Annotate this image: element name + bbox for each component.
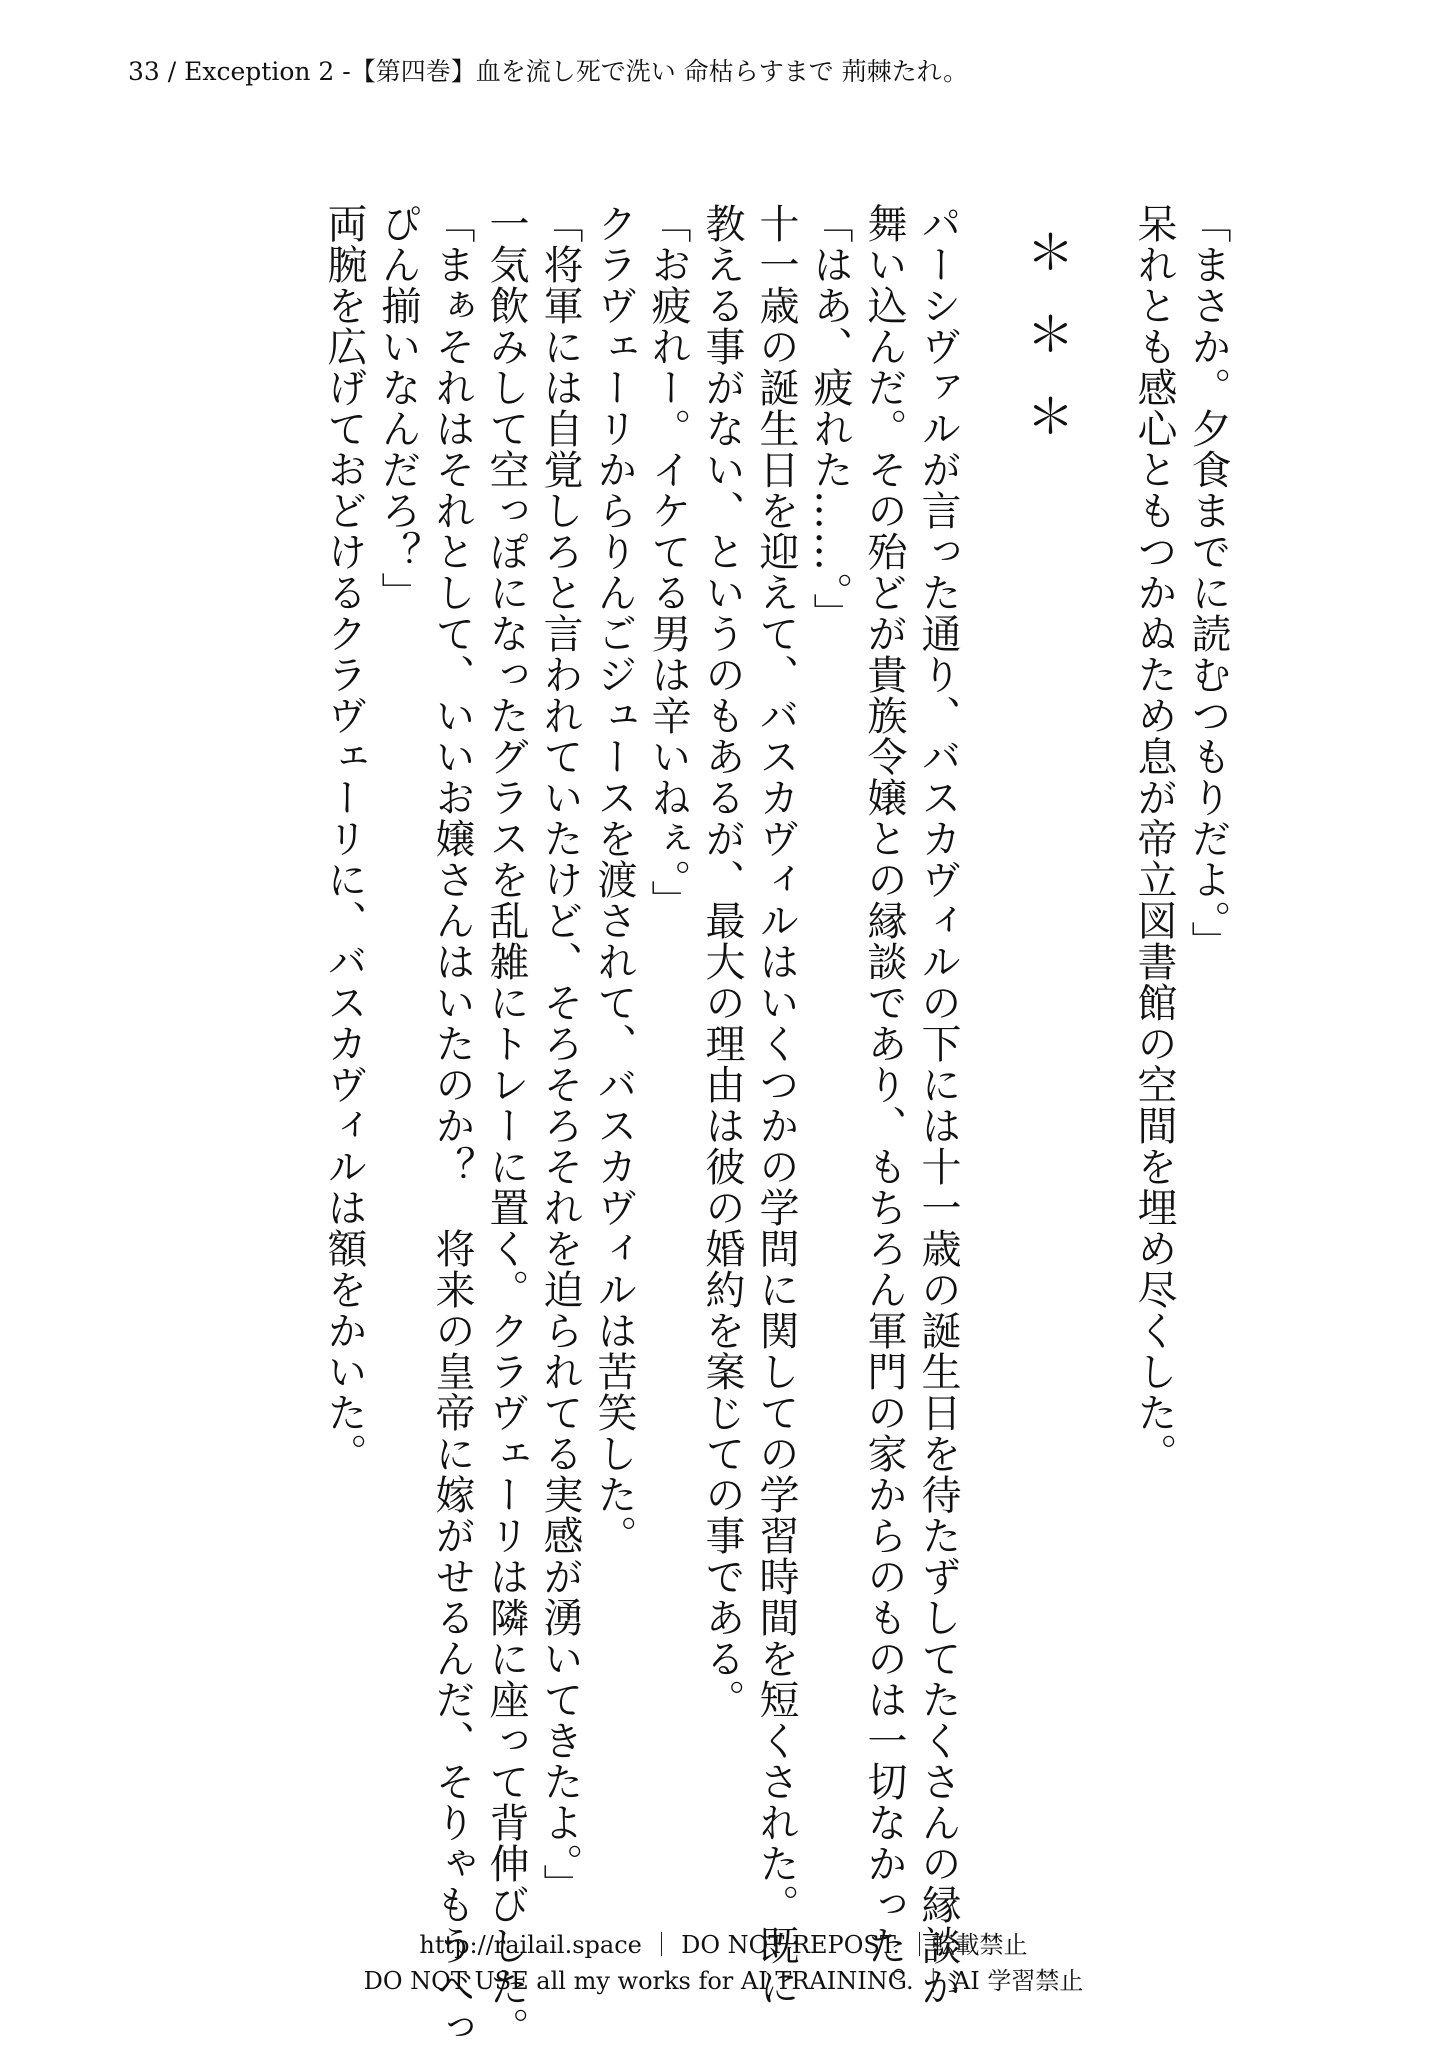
text-line: 一気飲みして空っぽになったグラスを乱雑にトレーに置く。クラヴェーリは隣に座って背伸びした。 xyxy=(483,203,529,2048)
text-line: クラヴェーリからりんごジュースを渡されて、バスカヴィルは苦笑した。 xyxy=(591,203,637,1556)
text-line: 「はあ、疲れた……。」 xyxy=(807,203,853,634)
text-line: 舞い込んだ。その殆どが貴族令嬢との縁談であり、もちろん軍門の家からのものは一切なかった。 xyxy=(861,203,907,2007)
text-line: パーシヴァルが言った通り、バスカヴィルの下には十一歳の誕生日を待たずしてたくさんの縁談が xyxy=(915,203,961,2007)
page-header: 33 / Exception 2 -【第四巻】血を流し死で洗い 命枯らすまで 荊棘たれ。 xyxy=(128,57,969,86)
text-line: 「まさか。夕食までに読むつもりだよ。」 xyxy=(1185,203,1231,962)
text-line: 十一歳の誕生日を迎えて、バスカヴィルはいくつかの学問に関しての学習時間を短くされた。既に xyxy=(753,203,799,2007)
text-line: 呆れとも感心ともつかぬため息が帝立図書館の空間を埋め尽くした。 xyxy=(1131,203,1177,1474)
scene-break: ＊＊＊ xyxy=(1018,227,1074,473)
text-line: 両腕を広げておどけるクラヴェーリに、バスカヴィルは額をかいた。 xyxy=(321,203,367,1474)
blank-line xyxy=(965,203,1019,1843)
text-line: 「まぁそれはそれとして、いいお嬢さんはいたのか？ 将来の皇帝に嫁がせるんだ、そりゃもうべっ xyxy=(429,203,475,2048)
text-line: ぴん揃いなんだろ？」 xyxy=(375,203,421,613)
page-footer xyxy=(0,1927,1447,1999)
footer-notice-ai: DO NOT USE all my works for AI TRAINING. ｜ AI 学習禁止 xyxy=(363,1967,1084,1995)
blank-line xyxy=(1073,203,1127,1843)
footer-notice-repost: http://railail.space ｜ DO NOT REPOST. ｜転載禁止 xyxy=(419,1931,1028,1959)
text-line: 教える事がない、というのもあるが、最大の理由は彼の婚約を案じての事である。 xyxy=(699,203,745,1720)
text-line: 「将軍には自覚しろと言われていたけど、そろそろそれを迫られてる実感が湧いてきたよ。」 xyxy=(537,203,583,1905)
text-line: 「お疲れー。イケてる男は辛いねぇ。」 xyxy=(645,203,691,921)
